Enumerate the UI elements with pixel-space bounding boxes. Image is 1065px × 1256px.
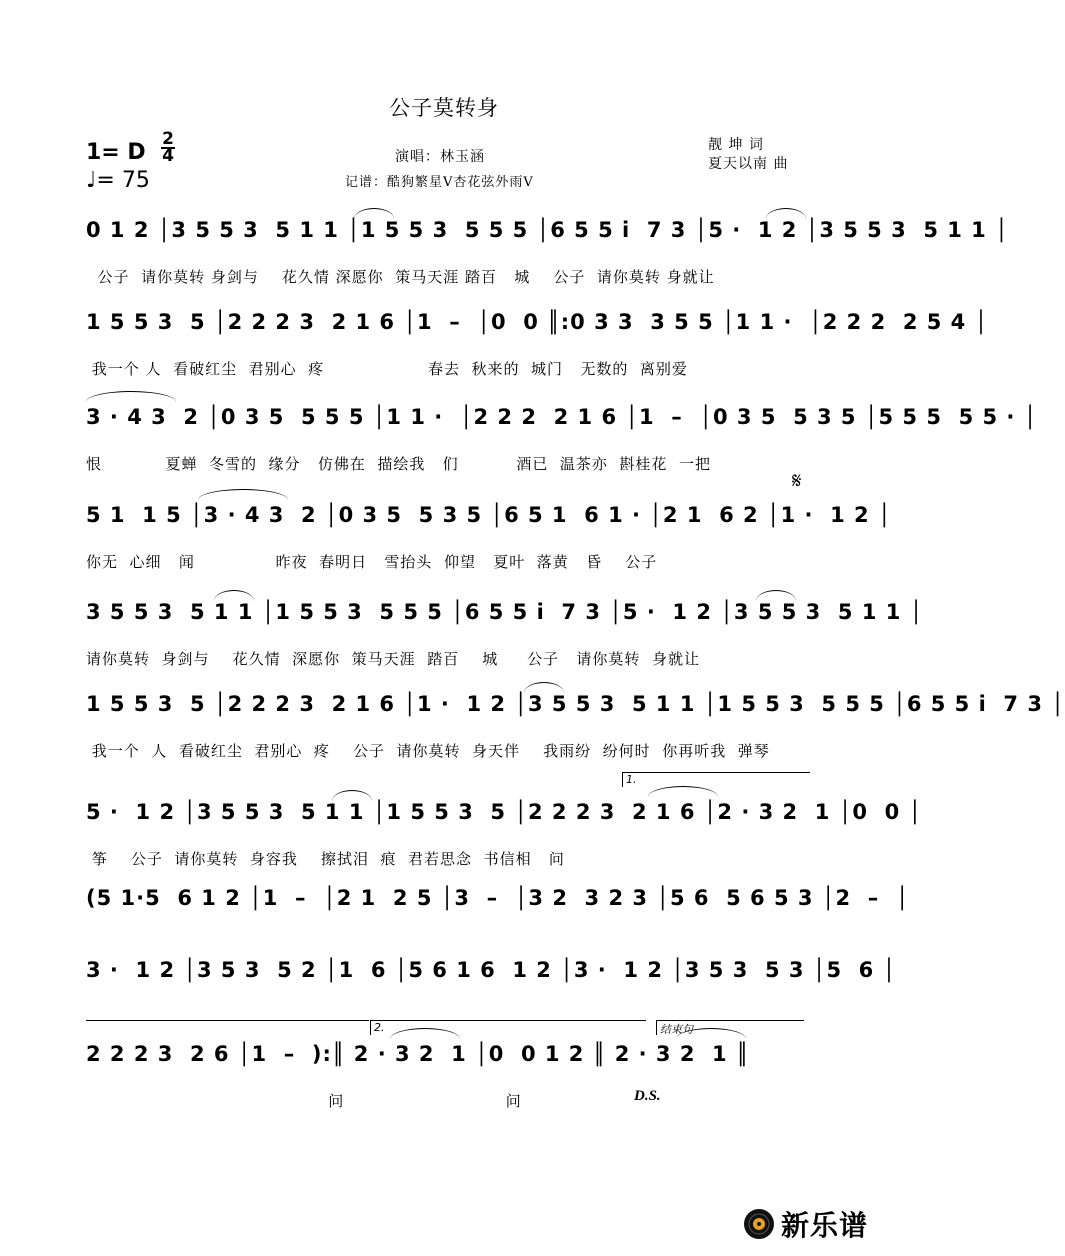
lyricist-credit: 靓 坤 词 [708, 137, 764, 153]
slur [524, 682, 564, 693]
notation-line: 1 5 5 3 5 │2 2 2 3 2 1 6 │1 · 1 2 │3 5 5 3 5 1 1 │1 5 5 3 5 5 5 │6 5 5 i 7 3 │ [86, 692, 1065, 716]
notation-line: 5 1 1 5 │3 · 4 3 2 │0 3 5 5 3 5 │6 5 1 6 1 · │2 1 6 2 │1 · 1 2 │ [86, 503, 892, 527]
slur [354, 208, 394, 219]
volta-2-bracket: 2. [370, 1020, 646, 1035]
slur [214, 590, 254, 601]
staff-line-10 [86, 1021, 808, 1110]
volta-1-bracket: 1. [622, 772, 810, 787]
site-logo[interactable] [743, 1204, 868, 1244]
segno-sign: 𝄋 [792, 469, 802, 494]
notation-line: 3 · 4 3 2 │0 3 5 5 5 5 │1 1 · │2 2 2 2 1 6 │1 – │0 3 5 5 3 5 │5 5 5 5 5 · │ [86, 405, 1038, 429]
notation-line: 0 1 2 │3 5 5 3 5 1 1 │1 5 5 3 5 5 5 │6 5 5 i 7 3 │5 · 1 2 │3 5 5 3 5 1 1 │ [86, 218, 1009, 242]
notation-line: (5 1·5 6 1 2 │1 – │2 1 2 5 │3 – │3 2 3 2 3 │5 6 5 6 5 3 │2 – │ [86, 886, 910, 910]
repeat-bracket [86, 1020, 369, 1035]
staff-line-8 [86, 886, 910, 946]
lyrics-line: 你无 心细 闻 昨夜 春明日 雪抬头 仰望 夏叶 落黄 昏 公子 [86, 553, 658, 571]
notation-line: 2 2 2 3 2 6 │1 – ):║ 2 · 3 2 1 │0 0 1 2 ║ 2 · 3 2 1 ║ [86, 1042, 750, 1066]
lyrics-line: 筝 公子 请你莫转 身容我 擦拭泪 痕 君若思念 书信相 问 [86, 850, 565, 868]
staff-line-9 [86, 958, 897, 1018]
staff-line-2 [86, 310, 989, 378]
lyrics-line: 我一个 人 看破红尘 君别心 疼 公子 请你莫转 身天伴 我雨纷 纷何时 你再听我 弹琴 [86, 742, 770, 760]
staff-line-6 [86, 692, 1065, 760]
song-title: 公子莫转身 [389, 96, 499, 120]
dal-segno-mark: D.S. [634, 1088, 661, 1104]
slur [86, 391, 176, 402]
time-signature: 2 4 [162, 129, 174, 166]
tempo-marking: ♩= 75 [86, 168, 150, 193]
slur [648, 786, 718, 797]
lyrics-line: 公子 请你莫转 身剑与 花久情 深愿你 策马天涯 踏百 城 公子 请你莫转 身就让 [86, 268, 715, 286]
lyrics-line: 恨 夏蝉 冬雪的 缘分 仿佛在 描绘我 们 酒已 温茶亦 斟桂花 一把 [86, 455, 711, 473]
logo-text: 新乐谱 [780, 1209, 868, 1242]
slur [198, 489, 288, 500]
slur [332, 790, 372, 801]
composer-credit: 夏天以南 曲 [708, 156, 789, 172]
staff-line-1 [86, 218, 1009, 286]
slur [766, 208, 806, 219]
ending-bracket: 结束句 [656, 1020, 804, 1035]
staff-line-4 [86, 469, 892, 571]
staff-line-5 [86, 600, 924, 668]
transcriber-credit: 记谱：酷狗繁星V杏花弦外雨V [345, 175, 534, 190]
staff-line-7 [86, 773, 923, 868]
quarter-note-icon: ♩ [86, 168, 97, 193]
notation-line: 5 · 1 2 │3 5 5 3 5 1 1 │1 5 5 3 5 │2 2 2 3 2 1 6 │2 · 3 2 1 │0 0 │ [86, 800, 923, 824]
notation-line: 1 5 5 3 5 │2 2 2 3 2 1 6 │1 – │0 0 ║:0 3 3 3 5 5 │1 1 · │2 2 2 2 5 4 │ [86, 310, 989, 334]
notation-line: 3 5 5 3 5 1 1 │1 5 5 3 5 5 5 │6 5 5 i 7 3 │5 · 1 2 │3 5 5 3 5 1 1 │ [86, 600, 924, 624]
lyrics-line: 请你莫转 身剑与 花久情 深愿你 策马天涯 踏百 城 公子 请你莫转 身就让 [86, 650, 700, 668]
key-signature: 1= D [86, 140, 146, 165]
singer-credit: 演唱：林玉涵 [395, 149, 485, 165]
lyrics-line: 我一个 人 看破红尘 君别心 疼 春去 秋来的 城门 无数的 离别爱 [86, 360, 688, 378]
slur [756, 590, 796, 601]
vinyl-record-icon [743, 1208, 775, 1240]
lyrics-line: 问 问 [86, 1092, 522, 1110]
staff-line-3 [86, 405, 1038, 473]
notation-line: 3 · 1 2 │3 5 3 5 2 │1 6 │5 6 1 6 1 2 │3 · 1 2 │3 5 3 5 3 │5 6 │ [86, 958, 897, 982]
